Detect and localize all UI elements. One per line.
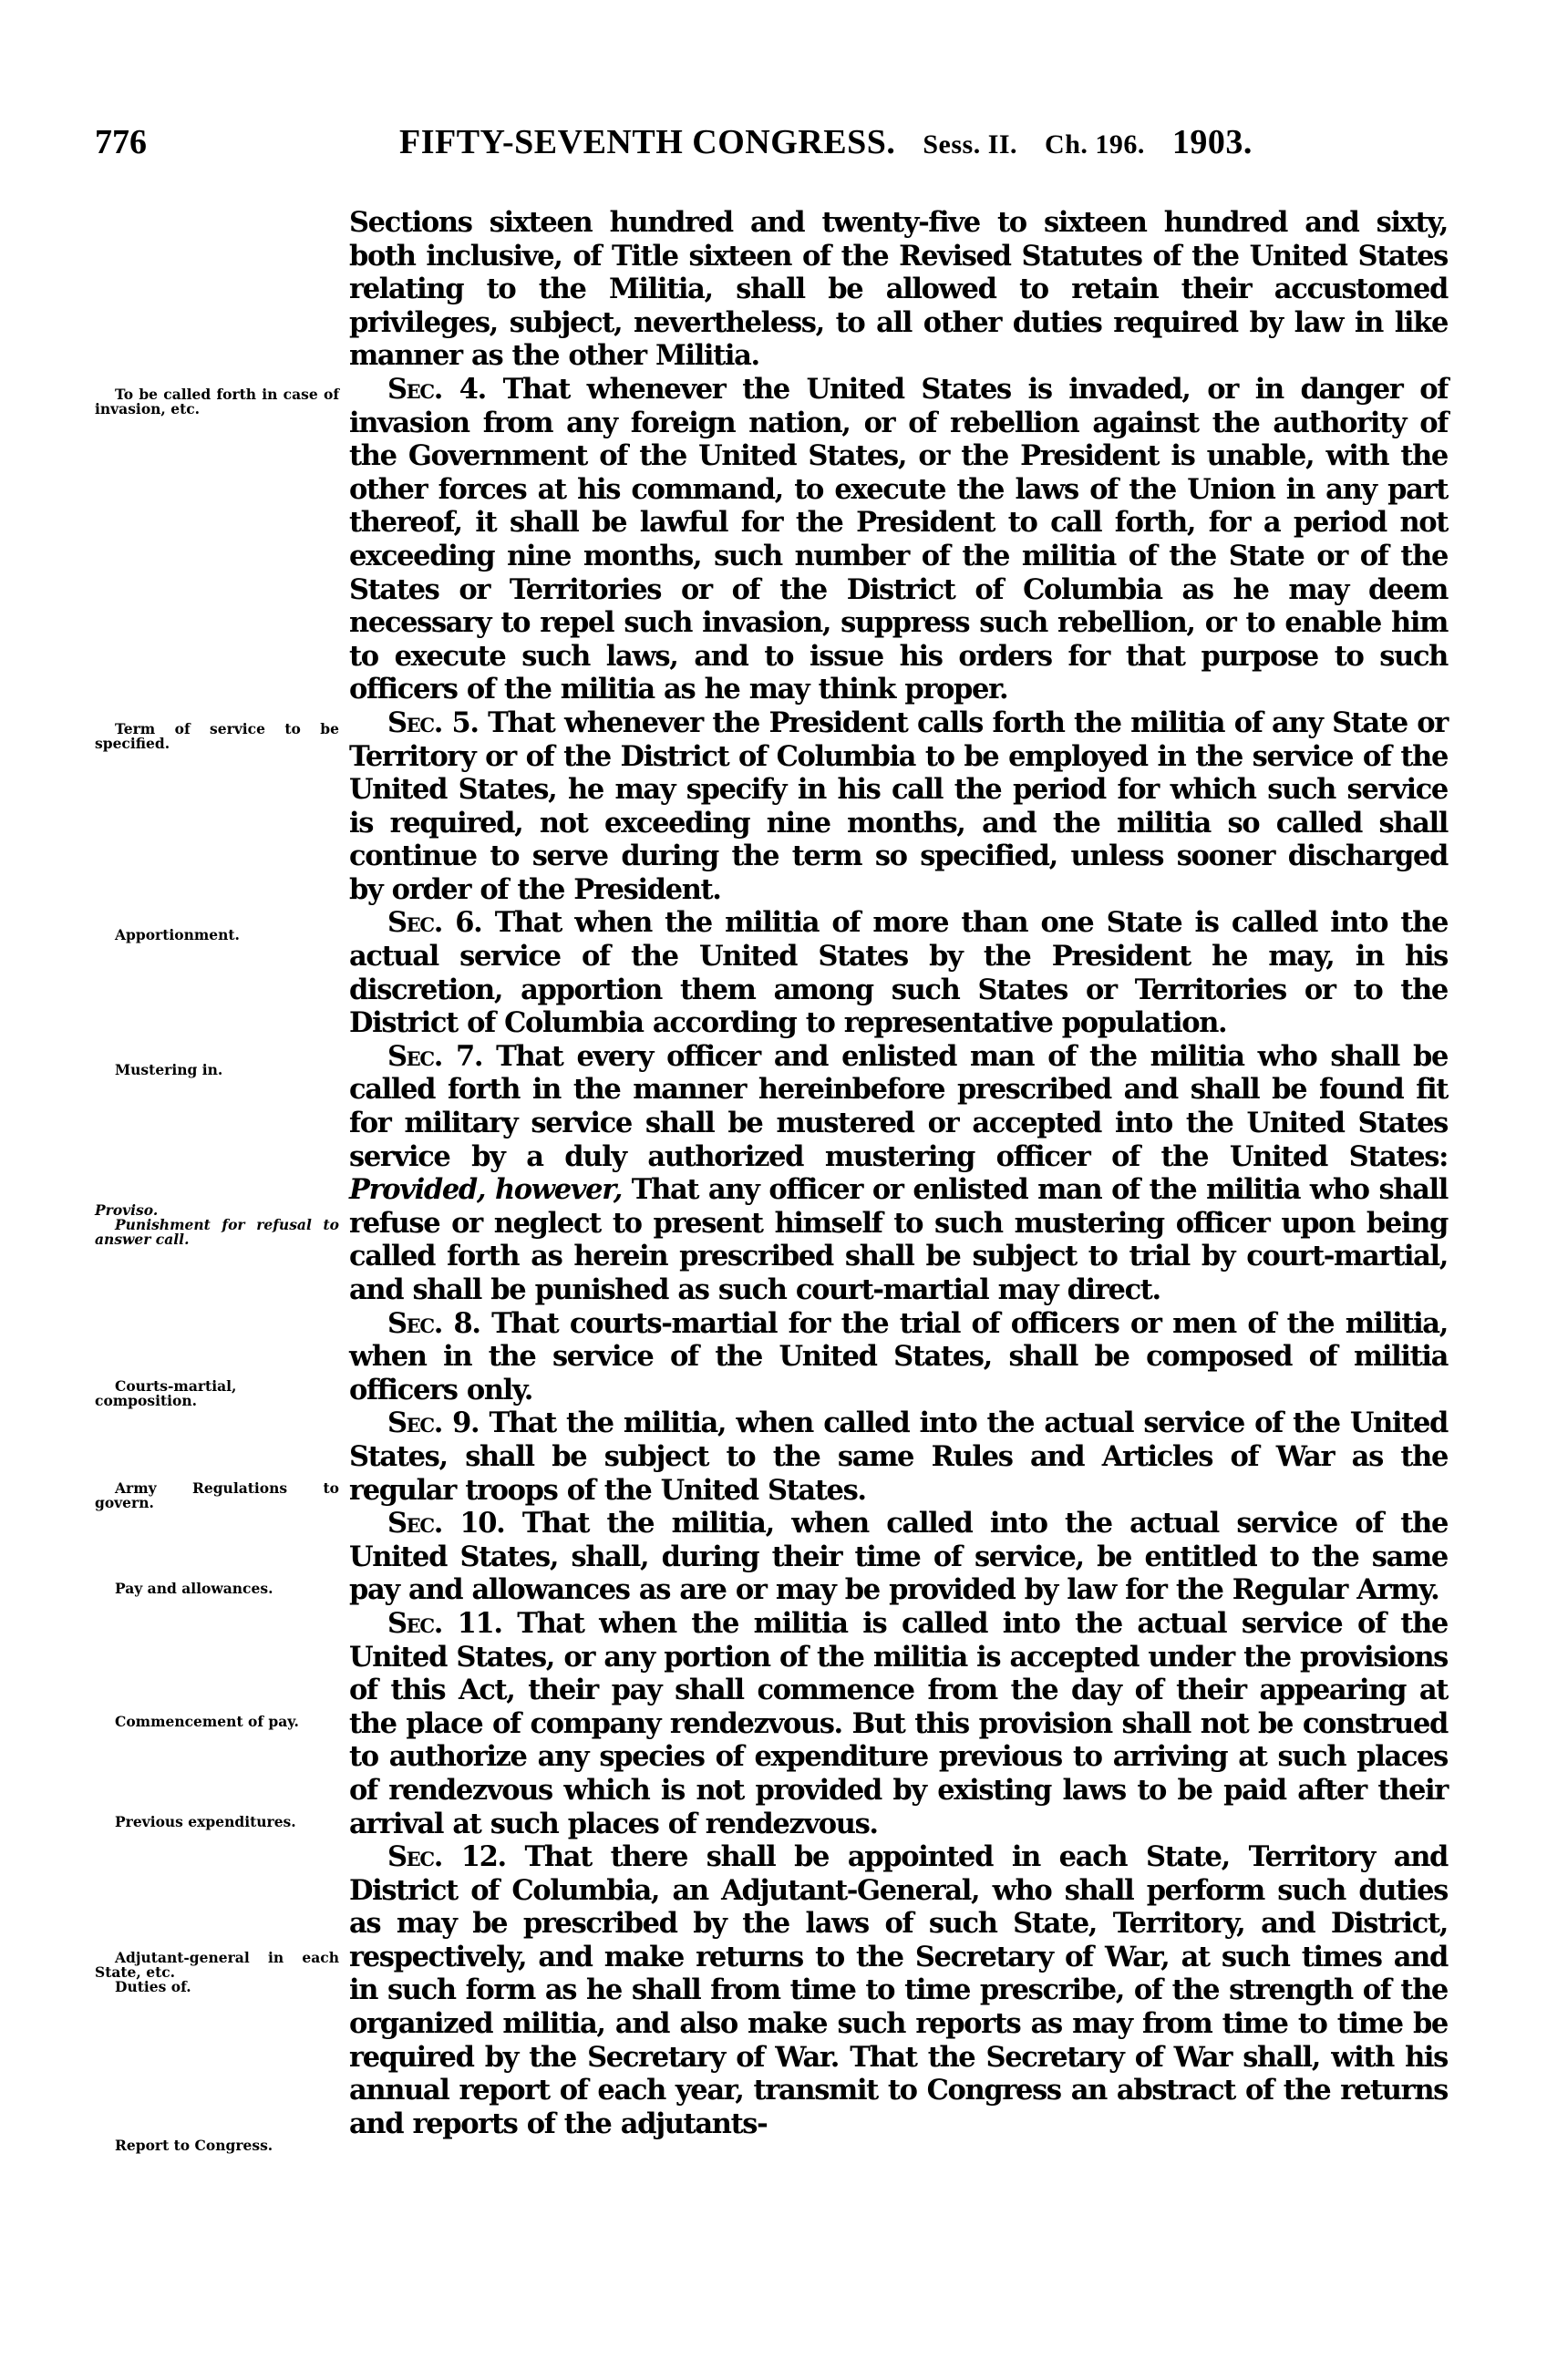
section-label: Sec. 9. (387, 1406, 480, 1440)
margin-note-mustering-in: Mustering in. (115, 1061, 223, 1078)
year-label: 1903. (1171, 123, 1253, 161)
margin-note-army-regulations: Army Regulations to govern. (95, 1479, 339, 1511)
section-text: That every officer and enlisted man of the militia who shall be called forth in the manner hereinbefore prescribed and shall be found fit for military service shall be mustered or accepted into the United States service by a duly authorized mustering officer of the United States: (349, 1039, 1448, 1173)
margin-note-report-to-congress: Report to Congress. (115, 2137, 273, 2154)
section-8 (349, 1307, 1448, 1407)
margin-note-proviso: Proviso. Punishment for refusal to answer call. (95, 1201, 339, 1248)
intro-paragraph: Sections sixteen hundred and twenty-five to sixteen hundred and sixty, both inclusive, of Title sixteen of the Revised Statutes of the United States relating to the Militia, shall be allowed to retain their accustomed privileges, subject, nevertheless, to all other duties required by law in like manner as the other Militia. (349, 206, 1448, 373)
margin-note-previous-expenditures: Previous expenditures. (115, 1813, 296, 1830)
section-label: Sec. 4. (387, 372, 486, 406)
section-text: That courts-martial for the trial of officers or men of the militia, when in the service of the United States, shall be composed of militia officers only. (349, 1306, 1448, 1406)
proviso-label: Proviso. (95, 1201, 159, 1219)
section-label: Sec. 12. (387, 1840, 506, 1874)
section-label: Sec. 8. (387, 1306, 480, 1340)
section-label: Sec. 6. (387, 906, 482, 940)
section-4 (349, 373, 1448, 706)
chapter-label: Ch. 196. (1045, 129, 1145, 160)
section-label: Sec. 7. (387, 1039, 483, 1073)
margin-note-apportionment: Apportionment. (115, 926, 240, 943)
section-7 (349, 1040, 1448, 1307)
proviso-text: Provided, however, (349, 1173, 622, 1207)
margin-note-term-of-service: Term of service to be specified. (95, 720, 339, 752)
section-text: That whenever the President calls forth the militia of any State or Territory or of the District of Columbia to be employed in the service of the United States, he may specify in his call the period for which such service is required, not exceeding nine months, and the militia so called shall continue to serve during the term so specified, unless sooner discharged by order of the President. (349, 706, 1448, 906)
running-head (399, 122, 1253, 162)
margin-note-duties: Duties of. (115, 1978, 191, 1995)
section-label: Sec. 10. (387, 1507, 505, 1540)
margin-note-pay-allowances: Pay and allowances. (115, 1580, 273, 1597)
margin-note-adjutant-general: Adjutant-general in each State, etc. Duties of. (95, 1949, 339, 1995)
margin-note-courts-martial: Courts-martial, composition. (95, 1377, 237, 1409)
body-text (349, 206, 1448, 2140)
congress-title: FIFTY-SEVENTH CONGRESS. (399, 123, 896, 161)
page-number: 776 (95, 123, 147, 161)
section-text: That there shall be appointed in each State, Territory and District of Columbia, an Adjutant-General, who shall perform such duties as may be prescribed by the laws of such State, Territory, and District, respectively, and make returns to the Secretary of War, at such times and in such form as he shall from time to time prescribe, of the strength of the organized militia, and also make such reports as may from time to time be required by the Secretary of War. That the Secretary of War shall, with his annual report of each year, transmit to Congress an abstract of the returns and reports of the adjutants- (349, 1840, 1448, 2140)
section-label: Sec. 5. (387, 706, 479, 739)
section-label: Sec. 11. (387, 1606, 502, 1640)
margin-note-commencement-of-pay: Commencement of pay. (115, 1713, 299, 1730)
section-11 (349, 1607, 1448, 1840)
section-10 (349, 1507, 1448, 1607)
section-text: That when the militia is called into the actual service of the United States, or any portion of the militia is accepted under the provisions of this Act, their pay shall commence from the day of their appearing at the place of company rendezvous. But this provision shall not be construed to authorize any species of expenditure previous to arriving at such places of rendezvous which is not provided by existing laws to be paid after their arrival at such places of rendezvous. (349, 1606, 1448, 1840)
section-text: That the militia, when called into the actual service of the United States, shall, during their time of service, be entitled to the same pay and allowances as are or may be provided by law for the Regular Army. (349, 1507, 1448, 1607)
section-5 (349, 706, 1448, 907)
page-header (0, 122, 1547, 168)
section-9 (349, 1406, 1448, 1507)
section-12 (349, 1840, 1448, 2140)
section-6 (349, 906, 1448, 1039)
section-text: That whenever the United States is invaded, or in danger of invasion from any foreign nation, or of rebellion against the authority of the Government of the United States, or the President is unable, with the other forces at his command, to execute the laws of the Union in any part thereof, it shall be lawful for the President to call forth, for a period not exceeding nine months, such number of the militia of the State or of the States or Territories or of the District of Columbia as he may deem necessary to repel such invasion, suppress such rebellion, or to enable him to execute such laws, and to issue his orders for that purpose to such officers of the militia as he may think proper. (349, 372, 1449, 706)
section-text: That when the militia of more than one State is called into the actual service of the United States by the President he may, in his discretion, apportion them among such States or Territories or to the District of Columbia according to representative population. (349, 906, 1448, 1040)
section-text-continued: That any officer or enlisted man of the militia who shall refuse or neglect to present himself to such mustering officer upon being called forth as herein prescribed shall be subject to trial by court-martial, and shall be punished as such court-martial may direct. (349, 1173, 1448, 1306)
margin-note-invasion: To be called forth in case of invasion, etc. (95, 386, 339, 417)
section-text: That the militia, when called into the actual service of the United States, shall be subject to the same Rules and Articles of War as the regular troops of the United States. (349, 1406, 1448, 1507)
session-label: Sess. II. (923, 129, 1018, 160)
